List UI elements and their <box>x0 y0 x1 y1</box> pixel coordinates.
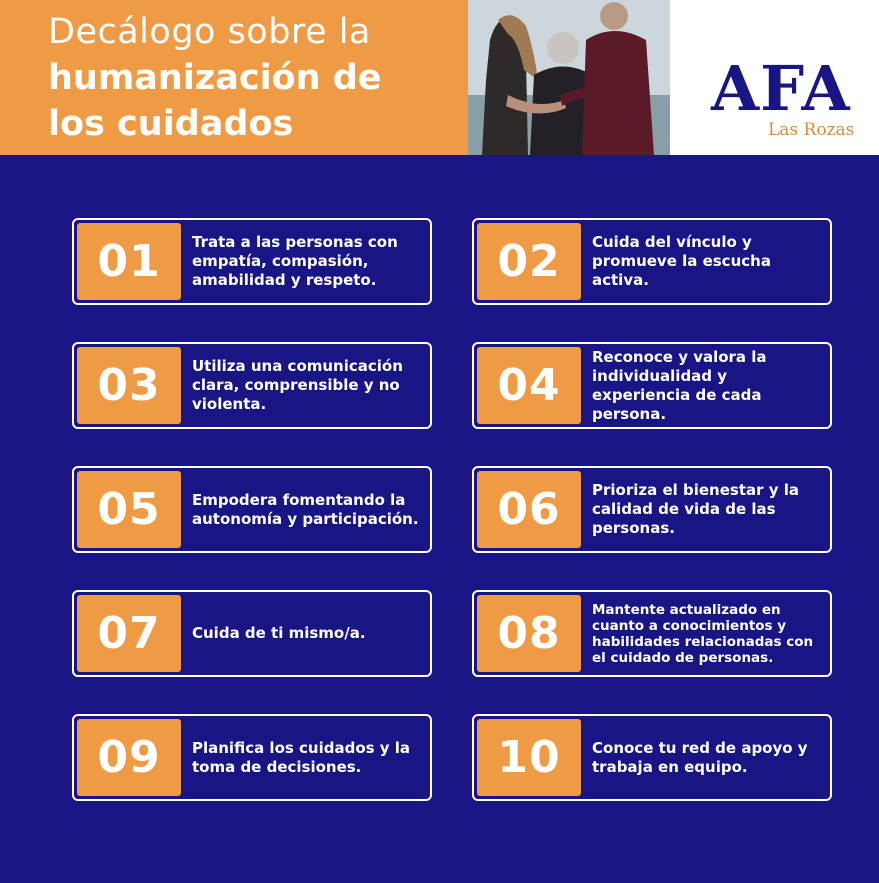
item-text: Cuida del vínculo y promueve la escucha activa. <box>592 233 771 289</box>
decalogue-item-01 <box>72 218 432 305</box>
item-text: Planifica los cuidados y la toma de decisiones. <box>192 738 411 776</box>
item-text: Empodera fomentando la autonomía y participación. <box>192 490 419 528</box>
decalogue-item-08 <box>472 590 832 677</box>
item-number: 08 <box>477 595 581 672</box>
decalogue-item-09 <box>72 714 432 801</box>
decalogue-item-07 <box>72 590 432 677</box>
item-text: Utiliza una comunicación clara, comprensible y no violenta. <box>192 357 403 413</box>
family-photo <box>468 0 670 155</box>
logo-subtitle: Las Rozas <box>768 120 855 140</box>
item-text: Trata a las personas con empatía, compasión, amabilidad y respeto. <box>192 233 398 289</box>
header <box>0 0 879 155</box>
item-text: Reconoce y valora la individualidad y experiencia de cada persona. <box>592 347 767 423</box>
decalogue-item-06 <box>472 466 832 553</box>
decalogue-item-04 <box>472 342 832 429</box>
item-number: 09 <box>77 719 181 796</box>
family-photo-illustration <box>468 0 670 155</box>
decalogue-item-02 <box>472 218 832 305</box>
title-line-3: los cuidados <box>48 104 294 144</box>
title-line-1: Decálogo sobre la <box>48 12 371 52</box>
item-text: Conoce tu red de apoyo y trabaja en equipo. <box>592 738 808 776</box>
item-text: Cuida de ti mismo/a. <box>192 624 366 642</box>
logo-name: AFA <box>711 52 851 125</box>
title-block <box>0 0 468 155</box>
decalogue-item-10 <box>472 714 832 801</box>
item-number: 07 <box>77 595 181 672</box>
item-number: 01 <box>77 223 181 300</box>
item-number: 02 <box>477 223 581 300</box>
item-text: Prioriza el bienestar y la calidad de vida de las personas. <box>592 481 799 537</box>
item-number: 04 <box>477 347 581 424</box>
item-number: 10 <box>477 719 581 796</box>
decalogue-item-05 <box>72 466 432 553</box>
item-number: 06 <box>477 471 581 548</box>
decalogue-item-03 <box>72 342 432 429</box>
item-number: 03 <box>77 347 181 424</box>
item-number: 05 <box>77 471 181 548</box>
item-text: Mantente actualizado en cuanto a conocimientos y habilidades relacionadas con el cuidado de personas. <box>592 601 814 666</box>
title-line-2: humanización de <box>48 58 382 98</box>
